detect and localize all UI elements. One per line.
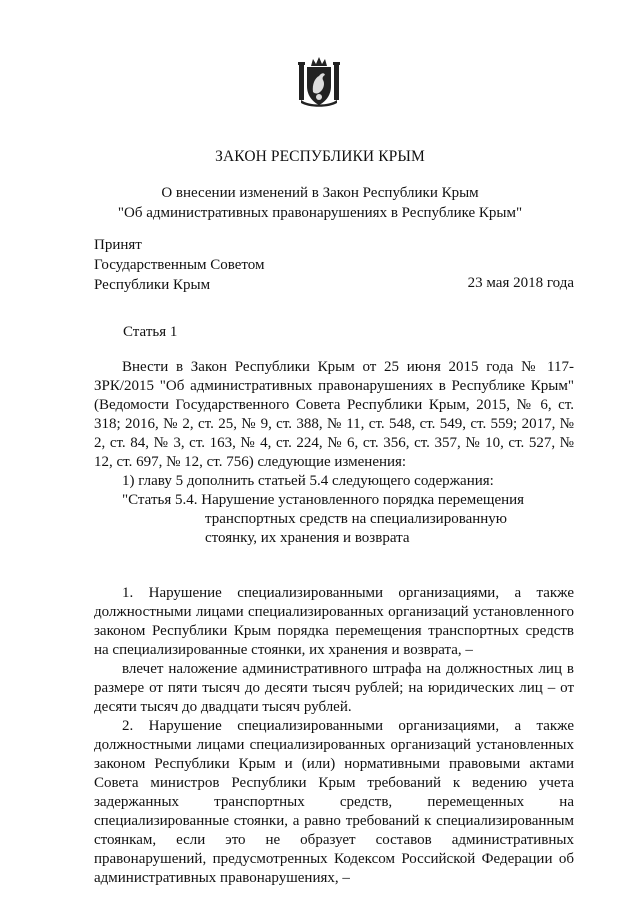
paragraph-1-penalty: влечет наложение административного штрафа на должностных лиц в размере от пяти тысяч до десяти тысяч рублей; на юридических лиц – от десяти тысяч до двадцати тысяч рублей. <box>94 661 574 715</box>
adoption-block <box>94 235 265 295</box>
adopted-line: Государственным Советом <box>94 257 265 273</box>
law-title: ЗАКОН РЕСПУБЛИКИ КРЫМ <box>215 148 425 165</box>
paragraph-1: 1. Нарушение специализированными организациями, а также должностными лицами специализированных организаций установленного законом Республики Крым порядка перемещения транспортных средств на специализированные стоянки, их хранения и возврата, – <box>94 585 574 658</box>
adopted-line: Республики Крым <box>94 277 211 293</box>
heading-line: "Статья 5.4. Нарушение установленного порядка перемещения <box>122 492 525 508</box>
law-subtitle <box>0 183 640 223</box>
subtitle-line: "Об административных правонарушениях в Республике Крым" <box>117 205 523 221</box>
article-heading <box>122 491 574 548</box>
adoption-date: 23 мая 2018 года <box>467 275 574 291</box>
amendment-item: 1) главу 5 дополнить статьей 5.4 следующего содержания: <box>122 473 494 489</box>
article-label: Статья 1 <box>123 324 178 340</box>
intro-paragraph: Внести в Закон Республики Крым от 25 июня 2015 года № 117-ЗРК/2015 "Об административных правонарушениях в Республике Крым" (Ведомости Государственного Совета Республики Крым, 2015, № 6, ст. 318; 2016, № 2, ст. 25, № 9, ст. 388, № 11, ст. 548, ст. 549, ст. 559; 2017, № 2, ст. 84, № 3, ст. 163, № 4, ст. 224, № 6, ст. 356, ст. 357, № 10, ст. 527, № 12, ст. 697, № 12, ст. 756) следующие изменения: <box>94 359 574 470</box>
heading-line: транспортных средств на специализированную <box>205 511 508 527</box>
law-body <box>94 358 574 888</box>
subtitle-line: О внесении изменений в Закон Республики Крым <box>161 185 479 201</box>
adopted-line: Принят <box>94 237 142 253</box>
paragraph-2: 2. Нарушение специализированными организациями, а также должностными лицами специализированных организаций установленных законом Республики Крым и (или) нормативными правовыми актами Совета министров Республики Крым требований к ведению учета задержанных транспортных средств, перемещенных на специализированные стоянки, а равно требований к специализированным стоянкам, если это не образует составов административных правонарушений, предусмотренных Кодексом Российской Федерации об административных правонарушениях, – <box>94 718 574 886</box>
heading-line: стоянку, их хранения и возврата <box>205 530 410 546</box>
crimea-coat-of-arms-icon <box>297 56 341 108</box>
